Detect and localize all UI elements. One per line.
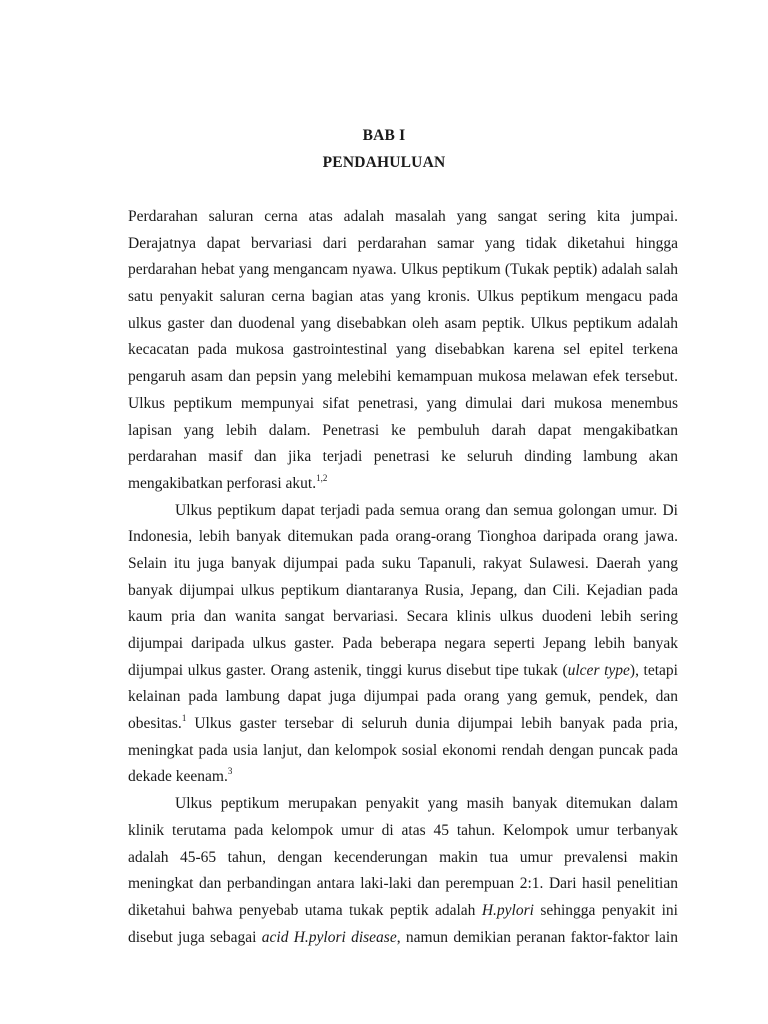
text-segment: Ulkus gaster tersebar di seluruh dunia dijumpai lebih banyak pada pria, xyxy=(186,715,678,733)
citation-superscript: 1 xyxy=(181,712,187,723)
text-line: Selain itu juga banyak dijumpai pada suku Tapanuli, rakyat Sulawesi. Daerah yang xyxy=(128,554,678,572)
text-segment: diketahui bahwa penyebab utama tukak peptik adalah xyxy=(128,901,482,919)
italic-term: acid H.pylori disease xyxy=(261,928,397,946)
text-line: kaum pria dan wanita sangat bervariasi. Secara klinis ulkus duodeni lebih sering xyxy=(128,608,678,626)
paragraph-3 xyxy=(128,791,678,951)
text-line: lapisan yang lebih dalam. Penetrasi ke pembuluh darah dapat mengakibatkan xyxy=(128,421,678,439)
text-line: satu penyakit saluran cerna bagian atas yang kronis. Ulkus peptikum mengacu pada xyxy=(128,288,678,306)
paragraph-1 xyxy=(128,204,678,498)
italic-term: ulcer type xyxy=(567,661,630,679)
text-line: pengaruh asam dan pepsin yang melebihi kemampuan mukosa melawan efek tersebut. xyxy=(128,368,678,386)
text-segment: sehingga penyakit ini xyxy=(533,901,678,919)
text-line: banyak dijumpai ulkus peptikum diantaranya Rusia, Jepang, dan Cili. Kejadian pada xyxy=(128,581,678,599)
text-line: Ulkus peptikum merupakan penyakit yang masih banyak ditemukan dalam xyxy=(175,795,678,813)
text-line: ulkus gaster dan duodenal yang disebabkan oleh asam peptik. Ulkus peptikum adalah xyxy=(128,314,678,332)
text-segment: ), tetapi xyxy=(629,661,678,679)
text-line: meningkat pada usia lanjut, dan kelompok sosial ekonomi rendah dengan puncak pada xyxy=(128,741,678,759)
chapter-heading: BAB I xyxy=(362,127,406,144)
text-segment: disebut juga sebagai xyxy=(128,928,262,946)
italic-term: H.pylori xyxy=(481,901,534,919)
text-line: Perdarahan saluran cerna atas adalah masalah yang sangat sering kita jumpai. xyxy=(128,208,678,225)
text-line: Indonesia, lebih banyak ditemukan pada orang-orang Tionghoa daripada orang jawa. xyxy=(128,528,678,546)
text-line: meningkat dan perbandingan antara laki-laki dan perempuan 2:1. Dari hasil penelitian xyxy=(128,875,678,893)
chapter-title: PENDAHULUAN xyxy=(322,154,446,171)
text-line: klinik terutama pada kelompok umur di atas 45 tahun. Kelompok umur terbanyak xyxy=(128,821,678,839)
text-line xyxy=(128,471,678,498)
text-line: kecacatan pada mukosa gastrointestinal yang disebabkan karena sel epitel terkena xyxy=(128,341,678,359)
text-line xyxy=(128,925,678,952)
text-line xyxy=(128,658,678,685)
text-segment: dijumpai ulkus gaster. Orang astenik, tinggi kurus disebut tipe tukak ( xyxy=(128,661,568,679)
text-line xyxy=(128,711,678,738)
text-line: perdarahan masif dan jika terjadi penetrasi ke seluruh dinding lambung akan xyxy=(128,448,678,466)
citation-superscript: 1,2 xyxy=(316,472,328,483)
citation-superscript: 3 xyxy=(227,766,233,777)
text-line: kelainan pada lambung dapat juga dijumpai pada orang yang gemuk, pendek, dan xyxy=(128,688,678,706)
text-line: Derajatnya dapat bervariasi dari perdarahan samar yang tidak diketahui hingga xyxy=(128,234,678,252)
text-segment: dekade keenam. xyxy=(128,768,228,786)
document-body xyxy=(128,204,678,951)
text-line xyxy=(128,764,678,791)
paragraph-2 xyxy=(128,498,678,792)
text-segment: , namun demikian peranan faktor-faktor lain xyxy=(396,928,678,946)
text-line: adalah 45-65 tahun, dengan kecenderungan makin tua umur prevalensi makin xyxy=(128,848,678,866)
text-segment: mengakibatkan perforasi akut. xyxy=(128,474,317,492)
text-line: perdarahan hebat yang mengancam nyawa. Ulkus peptikum (Tukak peptik) adalah salah xyxy=(128,261,678,279)
text-segment: obesitas. xyxy=(128,715,182,733)
text-line: dijumpai daripada ulkus gaster. Pada beberapa negara seperti Jepang lebih banyak xyxy=(128,635,678,652)
text-line: Ulkus peptikum dapat terjadi pada semua orang dan semua golongan umur. Di xyxy=(175,501,678,519)
text-line xyxy=(128,898,678,925)
text-line: Ulkus peptikum mempunyai sifat penetrasi, yang dimulai dari mukosa menembus xyxy=(128,394,678,412)
